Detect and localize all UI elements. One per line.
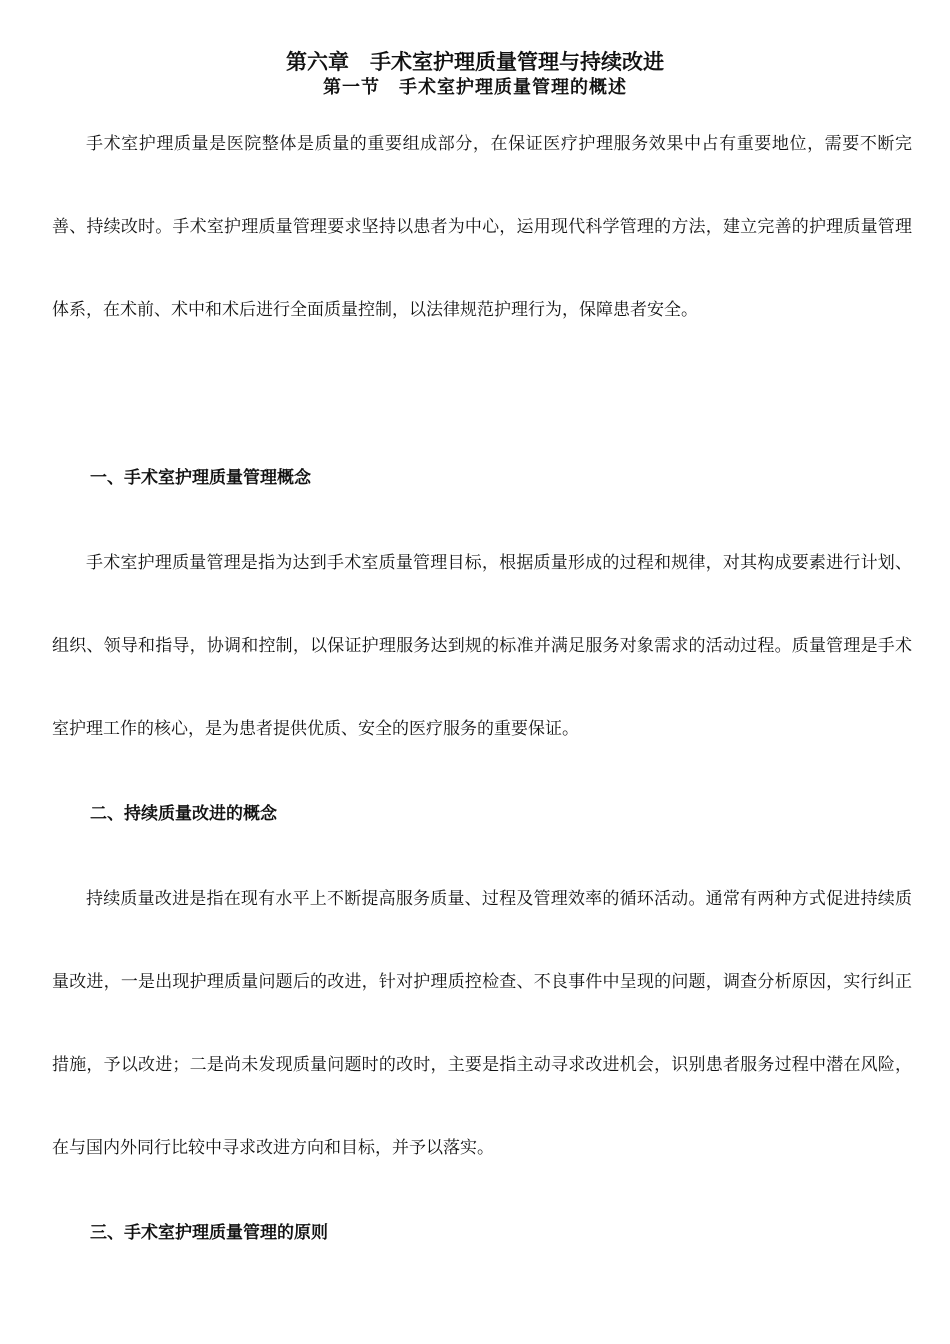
continuous-paragraph: 持续质量改进是指在现有水平上不断提高服务质量、过程及管理效率的循环活动。通常有两种方式促进持续质量改进，一是出现护理质量问题后的改进，针对护理质控检查、不良事件中呈现的问题，调查分析原因，实行纠正措施，予以改进；二是尚未发现质量问题时的改时，主要是指主动寻求改进机会，识别患者服务过程中潜在风险，在与国内外同行比较中寻求改进方向和目标，并予以落实。 bbox=[52, 889, 912, 1158]
section-title: 第一节 手术室护理质量管理的概述 bbox=[323, 77, 627, 98]
concept-paragraph: 手术室护理质量管理是指为达到手术室质量管理目标，根据质量形成的过程和规律，对其构成要素进行计划、组织、领导和指导，协调和控制，以保证护理服务达到规的标准并满足服务对象需求的活动过程。质量管理是手术室护理工作的核心，是为患者提供优质、安全的医疗服务的重要保证。 bbox=[52, 553, 912, 739]
heading-management-principles: 三、手术室护理质量管理的原则 bbox=[90, 1223, 328, 1243]
heading-continuous-improvement: 二、持续质量改进的概念 bbox=[90, 804, 277, 824]
intro-paragraph: 手术室护理质量是医院整体是质量的重要组成部分，在保证医疗护理服务效果中占有重要地位，需要不断完善、持续改时。手术室护理质量管理要求坚持以患者为中心，运用现代科学管理的方法，建立完善的护理质量管理体系，在术前、术中和术后进行全面质量控制，以法律规范护理行为，保障患者安全。 bbox=[52, 134, 912, 320]
chapter-title: 第六章 手术室护理质量管理与持续改进 bbox=[286, 50, 664, 74]
heading-management-concept: 一、手术室护理质量管理概念 bbox=[90, 468, 311, 488]
